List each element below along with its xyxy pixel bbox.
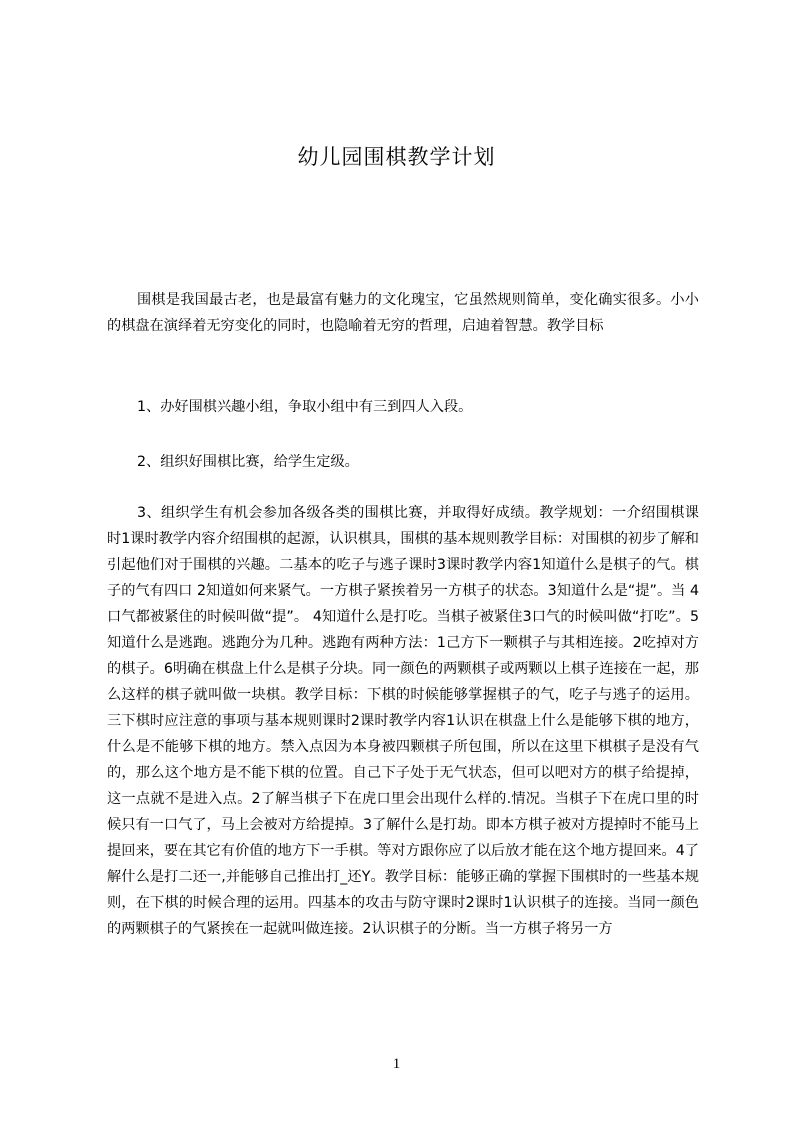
page-number: 1 [392,1056,401,1072]
goal-item-1: 1、办好围棋兴趣小组，争取小组中有三到四人入段。 [137,399,473,415]
goal-item-3-plan: 3、组织学生有机会参加各级各类的围棋比赛，并取得好成绩。教学规划：一介绍围棋课时1课时教学内容介绍围棋的起源，认识棋具，围棋的基本规则教学目标：对围棋的初步了解和引起他们对于围棋的兴趣。二基本的吃子与逃子课时3课时教学内容1知道什么是棋子的气。棋子的气有四口 2知道如何来紧气。一方棋子紧挨着另一方棋子的状态。3知道什么是“提”。当 4口气都被紧住的时候叫做“提”。 4知道什么是打吃。当棋子被紧住3口气的时候叫做“打吃”。5知道什么是逃跑。逃跑分为几种。逃跑有两种方法：1己方下一颗棋子与其相连接。2吃掉对方的棋子。6明确在棋盘上什么是棋子分块。同一颜色的两颗棋子或两颗以上棋子连接在一起，那么这样的棋子就叫做一块棋。教学目标：下棋的时候能够掌握棋子的气，吃子与逃子的运用。三下棋时应注意的事项与基本规则课时2课时教学内容1认识在棋盘上什么是能够下棋的地方，什么是不能够下棋的地方。禁入点因为本身被四颗棋子所包围，所以在这里下棋棋子是没有气的，那么这个地方是不能下棋的位置。自己下子处于无气状态，但可以吧对方的棋子给提掉，这一点就不是进入点。2了解当棋子下在虎口里会出现什么样的.情况。当棋子下在虎口里的时候只有一口气了，马上会被对方给提掉。3了解什么是打劫。即本方棋子被对方提掉时不能马上提回来，要在其它有价值的地方下一手棋。等对方跟你应了以后放才能在这个地方提回来。4了解什么是打二还一,并能够自己推出打_还Y。教学目标：能够正确的掌握下围棋时的一些基本规则，在下棋的时候合理的运用。四基本的攻击与防守课时2课时1认识棋子的连接。当同一颜色的两颗棋子的气紧挨在一起就叫做连接。2认识棋子的分断。当一方棋子将另一方 [107,505,699,937]
goal-item-2: 2、组织好围棋比赛，给学生定级。 [137,454,359,470]
document-title: 幼儿园围棋教学计划 [297,145,496,169]
intro-paragraph: 围棋是我国最古老，也是最富有魅力的文化瑰宝，它虽然规则简单，变化确实很多。小小的棋盘在演绎着无穷变化的同时，也隐喻着无穷的哲理，启迪着智慧。教学目标 [107,292,699,334]
